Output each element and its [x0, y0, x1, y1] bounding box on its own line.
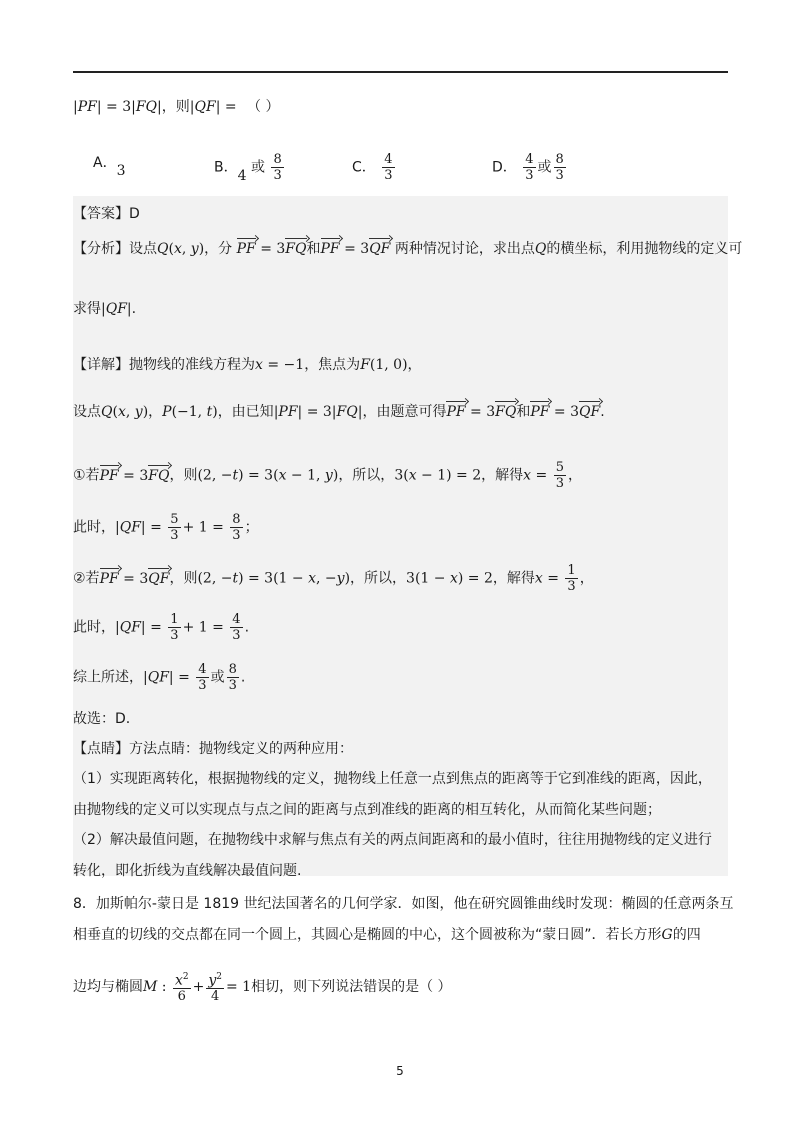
- choice-line: 故选：D.: [73, 711, 131, 727]
- case1-line-1: ①若PF = 3FQ，则(2, −t) = 3(x − 1, y)，所以，3(x − 1) = 2，解得x = $\frac{5}{3}$ ，: [73, 460, 582, 491]
- case1-line-2: 此时，|QF| = $\frac{5}{3}$ + 1 = $\frac{8}{3}$ ；: [73, 512, 259, 543]
- detail-line-1: 【详解】抛物线的准线方程为x = −1，焦点为F(1, 0)，: [73, 357, 422, 373]
- case2-line-2: 此时，|QF| = $\frac{1}{3}$ + 1 = $\frac{4}{3}$ .: [73, 612, 250, 643]
- case2-line-1: ②若PF = 3QF，则(2, −t) = 3(1 − x, −y)，所以，3(1 − x) = 2，解得x = $\frac{1}{3}$ ，: [73, 563, 594, 594]
- option-a[interactable]: A．3: [93, 155, 126, 179]
- tip-line-4: 转化，即化折线为直线解决最值问题.: [73, 863, 302, 879]
- option-b[interactable]: B．4 或 $\frac{8}{3}$: [214, 152, 282, 184]
- option-d[interactable]: D． $\frac{4}{3}$ 或 $\frac{8}{3}$: [492, 152, 564, 183]
- q8-line-3: 边均与椭圆M : $\frac{x^2}{6}$ + $\frac{y^2}{4}$ = 1相切，则下列说法错误的是（ ）: [73, 972, 452, 1005]
- analysis-line-2: 求得|QF|.: [73, 301, 137, 317]
- option-c[interactable]: C． $\frac{4}{3}$: [352, 152, 393, 183]
- tip-intro: 【点睛】方法点睛：抛物线定义的两种应用：: [73, 741, 353, 757]
- analysis-line-1: 【分析】设点Q(x, y)，分 PF = 3FQ和PF = 3QF 两种情况讨论，求出点Q的横坐标，利用抛物线的定义可: [73, 241, 743, 257]
- page-number: 5: [396, 1064, 404, 1078]
- header-rule: [73, 71, 728, 73]
- tip-line-2: 由抛物线的定义可以实现点与点之间的距离与点到准线的距离的相互转化，从而简化某些问题；: [73, 802, 661, 818]
- summary-line: 综上所述，|QF| = $\frac{4}{3}$ 或 $\frac{8}{3}$ .: [73, 662, 246, 693]
- tip-line-3: （2）解决最值问题，在抛物线中求解与焦点有关的两点间距离和的最小值时，往往用抛物线的定义进行: [73, 832, 712, 848]
- detail-line-2: 设点Q(x, y)，P(−1, t)，由已知|PF| = 3|FQ|，由题意可得PF = 3FQ和PF = 3QF.: [73, 404, 605, 420]
- question-tail: |PF| = 3|FQ|，则|QF| = （ ）: [73, 99, 280, 115]
- q8-line-2: 相垂直的切线的交点都在同一个圆上，其圆心是椭圆的中心，这个圆被称为“蒙日圆”．若长方形G的四: [73, 927, 701, 943]
- q8-line-1: 8．加斯帕尔-蒙日是 1819 世纪法国著名的几何学家．如图，他在研究圆锥曲线时发现：椭圆的任意两条互: [73, 896, 734, 912]
- tip-line-1: （1）实现距离转化，根据抛物线的定义，抛物线上任意一点到焦点的距离等于它到准线的距离，因此，: [73, 771, 712, 787]
- answer-line: 【答案】D: [73, 206, 140, 222]
